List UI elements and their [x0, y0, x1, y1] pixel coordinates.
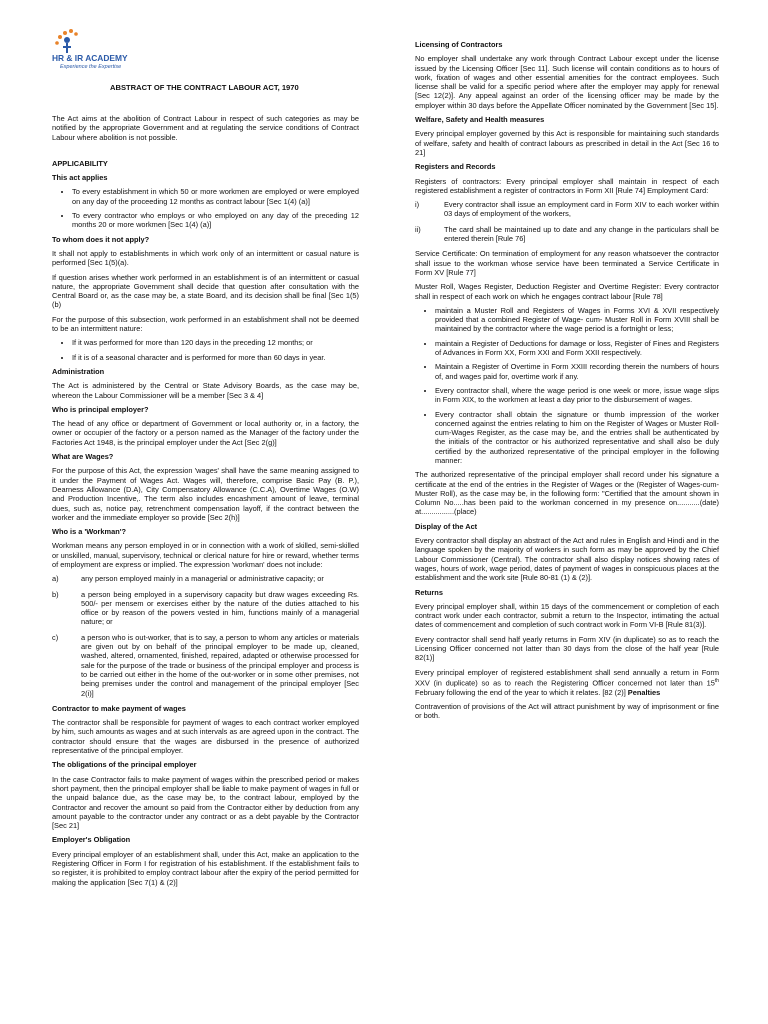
authorized-text: The authorized representative of the principal employer shall record under his signature a certificate at the end of the entries in the Register of Wages or the (Register of Wages-cum-Muster Roll), as the case may be, in the following form: "Certified that the amount shown in Column No.....has been paid to the workman concerned in my presence on...........(date) at................(place) — [415, 470, 719, 517]
purpose-text: For the purpose of this subsection, work performed in an establishment shall not be deemed to be an intermittent nature: — [52, 314, 359, 334]
employer-obligation-text: Every principal employer of an establishment shall, under this Act, make an application to the Registering Officer in Form I for registration of his establishment. If the establishment fails to so register, it is prohibited to employ contract labour after the expiry of the period permitted for making the application [Sec 7(1) & (2)] — [52, 849, 359, 887]
welfare-heading: Welfare, Safety and Health measures — [415, 115, 545, 125]
list-item: a) any person employed mainly in a managerial or administrative capacity; or — [52, 574, 324, 584]
list-item: • Every contractor shall, where the wage period is one week or more, issue wage slips in Form XIX, to the workmen at least a day prior to the disbursement of wages. — [435, 386, 719, 405]
returns-text-3: Every principal employer of registered establishment shall send annually a return in Form XXV (in duplicate) so as to reach the Registering Officer concerned not later than 15th February following the end of the year to which it relates. [82 (2)] Penalties — [415, 667, 719, 697]
display-heading: Display of the Act — [415, 521, 478, 531]
list-item: • Maintain a Register of Overtime in Form XXIII recording therein the numbers of hours of, and wages paid for, overtime work if any. — [435, 362, 719, 381]
contractor-payment-heading: Contractor to make payment of wages — [52, 703, 186, 713]
workman-heading: Who is a 'Workman'? — [52, 527, 127, 537]
employment-card-list — [415, 200, 719, 243]
penalties-heading: Penalties — [627, 687, 661, 697]
penalties-text: Contravention of provisions of the Act will attract punishment by way of imprisonment or fine or both. — [415, 701, 719, 721]
list-item: • If it was performed for more than 120 days in the preceding 12 months; or — [72, 338, 359, 347]
wages-text: For the purpose of this Act, the expression 'wages' shall have the same meaning assigned to it under the Payment of Wages Act. Wages will, therefore, comprise Basic Pay (B. P.), Dearness Allowance (D.A), City Compensatory Allowance (C.C.A), Overtime Wages (O.W) and Production Incentive,. The term also includes encashment amount of leave, terminal dues, such as, notice pay, retrenchment compensation layoff, if the contract between the worker and the immediate employer so provide [Sec 2(h)] — [52, 466, 359, 522]
left-column — [52, 114, 359, 892]
returns-text-1: Every principal employer shall, within 15 days of the commencement or completion of each contract work under each contractor, submit a return to the Inspector, intimating the actual dates of commencement and completion of such contract work in Form VI-B [Rule 81(3)]. — [415, 601, 719, 630]
obligations-heading: The obligations of the principal employer — [52, 760, 197, 770]
list-item: • maintain a Muster Roll and Registers of Wages in Forms XVI & XVII respectively provided that a combined Register of Wage- cum- Muster Roll in Form XVIII shall be maintained by the contractor where the wage period is a fortnight or less; — [435, 306, 719, 334]
list-item: • maintain a Register of Deductions for damage or loss, Register of Fines and Registers of Advances in Form XX, Form XXI and Form XXII respectively. — [435, 339, 719, 358]
registers-heading: Registers and Records — [415, 162, 496, 172]
display-text: Every contractor shall display an abstract of the Act and rules in English and Hindi and in the language spoken by the majority of workers in such form as may be approved by the Chief Labour Commissioner (Central). The contractor shall also display notices showing rates of wages, hours of work, wage period, dates of payment of wages in conspicuous places at the establishment and the work site [Rule 80-81 (1) & (2)]. — [415, 536, 719, 583]
list-item: • If it is of a seasonal character and is performed for more than 60 days in year. — [72, 353, 359, 362]
service-certificate-text: Service Certificate: On termination of employment for any reason whatsoever the contractor shall issue to the workman whose service have been terminated a Service Certificate in Form XV [Rule 77] — [415, 249, 719, 277]
list-item: i) Every contractor shall issue an employment card in Form XIV to each worker within 03 days of employment of the workers, — [415, 200, 719, 219]
workman-exclusions — [52, 574, 359, 698]
applicability-list — [52, 187, 359, 229]
question-text: If question arises whether work performed in an establishment is of an intermittent or casual nature, the appropriate Government shall decide that question after consultation with the Central Board or, as the case may be, a state Board, and its decision shall be final [Sec 1(5) (b) — [52, 272, 359, 310]
list-item: • To every establishment in which 50 or more workmen are employed or were employed on any day of the proceeding 12 months as contract labour [Sec 1(4) (a)] — [72, 187, 359, 206]
welfare-text: Every principal employer governed by this Act is responsible for maintaining such standards of welfare, safety and health of contract labours as prescribed in detail in the Act [Sec 16 to 21] — [415, 129, 719, 157]
document-title: ABSTRACT OF THE CONTRACT LABOUR ACT, 1970 — [110, 83, 299, 92]
principal-text: The head of any office or department of Government or local authority or, in a factory, the owner or occupier of the factory or a person named as the Manager of the factory under the Factories Act 1948, is the principal employer under the Act [Sec 2(g)] — [52, 419, 359, 447]
principal-heading: Who is principal employer? — [52, 404, 149, 414]
logo-name: HR & IR ACADEMY — [52, 53, 128, 63]
academy-logo — [52, 27, 142, 75]
licensing-text: No employer shall undertake any work through Contract Labour except under the license issued by the Licensing Officer [Sec 11]. Such license will contain conditions as to hours of work, fixation of wages and other essential amenities for the contract employees. Such license shall be valid for a specific period where after the employer may apply for renewal [Sec 12(2)]. Any appeal against an order of the licensing officer may be made by the employer within 30 days before the Appellate Officer nominated by the Government [Sec 15]. — [415, 54, 719, 110]
right-column — [415, 40, 719, 726]
registers-text: Registers of contractors: Every principal employer shall maintain in respect of each registered establishment a register of contractors in Form XII [Rule 74] Employment Card: — [415, 176, 719, 195]
list-item: b) a person being employed in a supervisory capacity but draw wages exceeding Rs. 500/- per mensem or exercises either by the nature of the duties attached to his office or by reason of the powers vested in him, functions mainly of a managerial nature; or — [52, 589, 359, 627]
list-item: • Every contractor shall obtain the signature or thumb impression of the worker concerned against the entries relating to him on the Register of Wages or Muster Roll-cum-Wages Register, as the case may be, and the entries shall be authenticated by the initials of the contractor or his authorized representative and shall also be duly certified by the authorized representative of the principal employer in the following manner: — [435, 410, 719, 466]
returns-text-2: Every contractor shall send half yearly returns in Form XIV (in duplicate) so as to reach the Licensing Officer concerned not latter than 30 days from the close of the half year [Rule 82(1)] — [415, 634, 719, 663]
workman-text: Workman means any person employed in or in connection with a work of skilled, semi-skilled or unskilled, manual, supervisory, technical or clerical nature for hire or reward, whether terms of employment are express or implied. The expression 'workman' does not include: — [52, 541, 359, 569]
purpose-list — [52, 338, 359, 362]
not-apply-heading: To whom does it not apply? — [52, 234, 150, 244]
obligations-text: In the case Contractor fails to make payment of wages within the prescribed period or makes short payment, then the principal employer shall be liable to make payment of wages in full or the unpaid balance due, as the case may be, to the contract labour, employed by the Contractor and recover the amount so paid from the Contractor either by deduction from any amount payable to the contractor under any contract or as a debt payable by the Contractor [Sec 21] — [52, 774, 359, 831]
returns-heading: Returns — [415, 587, 443, 597]
applicability-heading: APPLICABILITY — [52, 158, 108, 168]
not-apply-text: It shall not apply to establishments in which work only of an intermittent or casual nature is performed [Sec 1(5)(a). — [52, 248, 359, 268]
intro-paragraph: The Act aims at the abolition of Contract Labour in respect of such categories as may be notified by the appropriate Government and at regulating the service conditions of Contract Labour where abolition is not possible. — [52, 114, 359, 142]
act-applies-heading: This act applies — [52, 173, 108, 183]
list-item: • To every contractor who employs or who employed on any day of the preceding 12 months 20 or more workmen [Sec 1(4) (a)] — [72, 211, 359, 230]
administration-text: The Act is administered by the Central or State Advisory Boards, as the case may be, whereon the Labour Commissioner will be a member [Sec 3 & 4] — [52, 381, 359, 400]
logo-tagline: Experience the Expertise — [60, 64, 122, 70]
contractor-payment-text: The contractor shall be responsible for payment of wages to each contract worker employed by him, such amounts as wages and at such intervals as are agreed upon in the contract. The contractor should ensure that the wages are disbursed in the presence of authorized representative of the principal employer. — [52, 718, 359, 756]
licensing-heading: Licensing of Contractors — [415, 40, 503, 49]
wages-heading: What are Wages? — [52, 452, 114, 462]
registers-list — [415, 306, 719, 465]
list-item: ii) The card shall be maintained up to date and any change in the particulars shall be entered therein [Rule 76] — [415, 224, 719, 244]
list-item: c) a person who is out-worker, that is to say, a person to whom any articles or materials are given out by on behalf of the principal employer to be made up, cleaned, washed, altered, ornamented, finished, repaired, adapted or otherwise processed for sale for the purpose of the trade or business of the principal employer and process is to be carried out either in the home of the out-worker or in some other premises, not being premises under the control and management of the principal employer [Sec 2(i)] — [52, 632, 359, 698]
muster-roll-text: Muster Roll, Wages Register, Deduction Register and Overtime Register: Every contractor shall in respect of each work on which he engages contract labour [Rule 78] — [415, 282, 719, 301]
employer-obligation-heading: Employer's Obligation — [52, 835, 131, 845]
administration-heading: Administration — [52, 366, 105, 376]
